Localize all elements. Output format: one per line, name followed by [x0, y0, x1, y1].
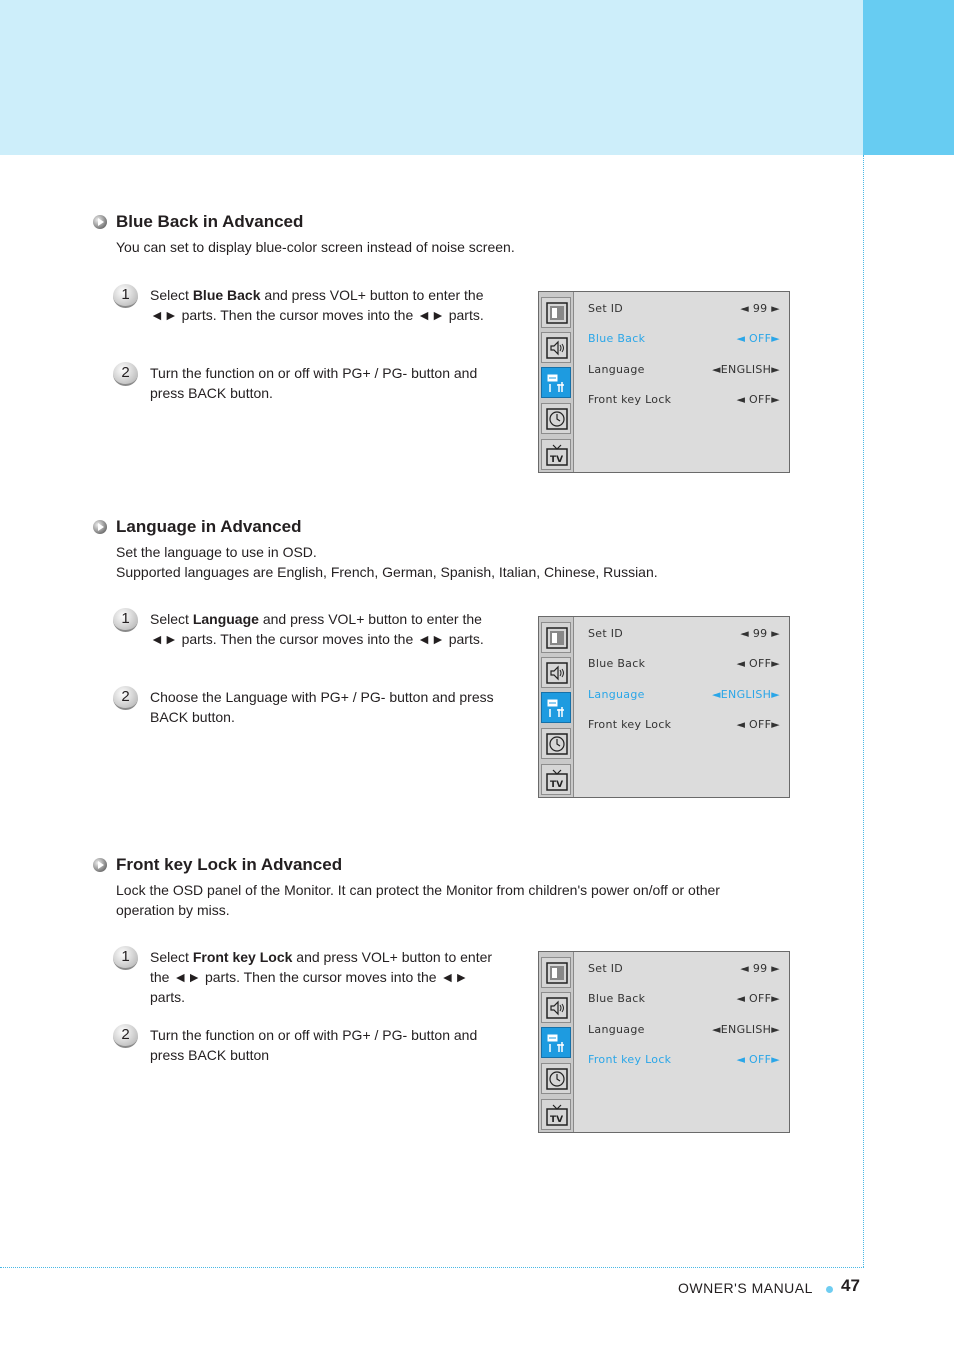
osd-row-label: Set ID: [588, 302, 624, 315]
osd-menu: [538, 951, 790, 1133]
osd-row: [588, 332, 780, 346]
setup-icon: [541, 367, 571, 398]
step-number: 2: [113, 686, 138, 710]
osd-row-value: ◄ OFF►: [736, 657, 780, 670]
osd-row-value: ◄ 99 ►: [740, 627, 780, 640]
section-language: [93, 517, 773, 582]
step-text: Turn the function on or off with PG+ / PG- button and press BACK button.: [150, 365, 478, 401]
picture-icon: [541, 622, 571, 653]
osd-row-label: Front key Lock: [588, 393, 672, 406]
bullet-icon: [93, 858, 107, 872]
osd-row-label: Language: [588, 1023, 645, 1036]
svg-text:TV: TV: [550, 455, 564, 465]
header-tab: [863, 0, 954, 155]
osd-row: [588, 627, 780, 641]
tv-icon: [541, 1099, 571, 1130]
step-number: 1: [113, 946, 138, 970]
step-text: Choose the Language with PG+ / PG- button and press BACK button.: [150, 689, 494, 725]
osd-row: [588, 393, 780, 407]
osd-sidebar: [539, 952, 574, 1132]
section-description: You can set to display blue-color screen instead of noise screen.: [116, 239, 515, 255]
svg-text:TV: TV: [550, 1115, 564, 1125]
osd-row-value: ◄ 99 ►: [740, 962, 780, 975]
footer-label: OWNER'S MANUAL: [678, 1280, 813, 1296]
osd-row-label: Front key Lock: [588, 1053, 672, 1066]
osd-row: [588, 363, 780, 377]
page-number: 47: [841, 1276, 860, 1295]
osd-row: [588, 657, 780, 671]
section-title: Blue Back in Advanced: [116, 212, 304, 231]
osd-row-value: ◄ENGLISH►: [712, 363, 780, 376]
sound-icon: [541, 992, 571, 1023]
page-border-horizontal: [0, 1267, 864, 1268]
osd-row-value: ◄ OFF►: [736, 992, 780, 1005]
page-border-vertical: [863, 155, 864, 1267]
osd-row: [588, 1023, 780, 1037]
tv-icon: [541, 764, 571, 795]
step-number: 1: [113, 284, 138, 308]
step-text: Select Language and press VOL+ button to enter the ◄► parts. Then the cursor moves into the ◄► parts.: [150, 611, 484, 647]
sound-icon: [541, 332, 571, 363]
osd-sidebar: [539, 617, 574, 797]
osd-row-label: Set ID: [588, 627, 624, 640]
clock-icon: [541, 403, 571, 434]
osd-row: [588, 1053, 780, 1067]
footer-dot-icon: [826, 1286, 833, 1293]
osd-row-label: Blue Back: [588, 332, 646, 345]
picture-icon: [541, 297, 571, 328]
osd-row-label: Blue Back: [588, 992, 646, 1005]
osd-row-value: ◄ OFF►: [736, 332, 780, 345]
osd-row: [588, 688, 780, 702]
section-description: Lock the OSD panel of the Monitor. It can protect the Monitor from children's power on/off or other operation by miss.: [116, 882, 720, 918]
step-number: 2: [113, 362, 138, 386]
clock-icon: [541, 728, 571, 759]
bullet-icon: [93, 520, 107, 534]
osd-row: [588, 992, 780, 1006]
step-number: 1: [113, 608, 138, 632]
bullet-icon: [93, 215, 107, 229]
setup-icon: [541, 692, 571, 723]
header-band: [0, 0, 863, 155]
osd-row-value: ◄ENGLISH►: [712, 1023, 780, 1036]
step-text: Select Front key Lock and press VOL+ button to enter the ◄► parts. Then the cursor moves into the ◄► parts.: [150, 949, 493, 1005]
clock-icon: [541, 1063, 571, 1094]
osd-row-label: Language: [588, 363, 645, 376]
osd-row-value: ◄ 99 ►: [740, 302, 780, 315]
osd-row: [588, 718, 780, 732]
osd-row-label: Blue Back: [588, 657, 646, 670]
section-title: Language in Advanced: [116, 517, 302, 536]
step-text: Turn the function on or off with PG+ / PG- button and press BACK button: [150, 1027, 478, 1063]
tv-icon: [541, 439, 571, 470]
osd-row-label: Set ID: [588, 962, 624, 975]
picture-icon: [541, 957, 571, 988]
section-title: Front key Lock in Advanced: [116, 855, 343, 874]
osd-row-value: ◄ OFF►: [736, 718, 780, 731]
osd-row-label: Front key Lock: [588, 718, 672, 731]
osd-row-value: ◄ENGLISH►: [712, 688, 780, 701]
section-front-key-lock: [93, 855, 773, 920]
osd-row-value: ◄ OFF►: [736, 1053, 780, 1066]
step-text: Select Blue Back and press VOL+ button to enter the ◄► parts. Then the cursor moves into the ◄► parts.: [150, 287, 484, 323]
svg-text:TV: TV: [550, 780, 564, 790]
osd-row-value: ◄ OFF►: [736, 393, 780, 406]
section-blue-back: [93, 212, 773, 257]
osd-menu: [538, 291, 790, 473]
osd-row-label: Language: [588, 688, 645, 701]
osd-menu: [538, 616, 790, 798]
setup-icon: [541, 1027, 571, 1058]
sound-icon: [541, 657, 571, 688]
osd-sidebar: [539, 292, 574, 472]
section-description: Set the language to use in OSD. Supported languages are English, French, German, Spanish, Italian, Chinese, Russian.: [116, 544, 658, 580]
step-number: 2: [113, 1024, 138, 1048]
osd-row: [588, 962, 780, 976]
page-footer: [678, 1276, 868, 1300]
osd-row: [588, 302, 780, 316]
